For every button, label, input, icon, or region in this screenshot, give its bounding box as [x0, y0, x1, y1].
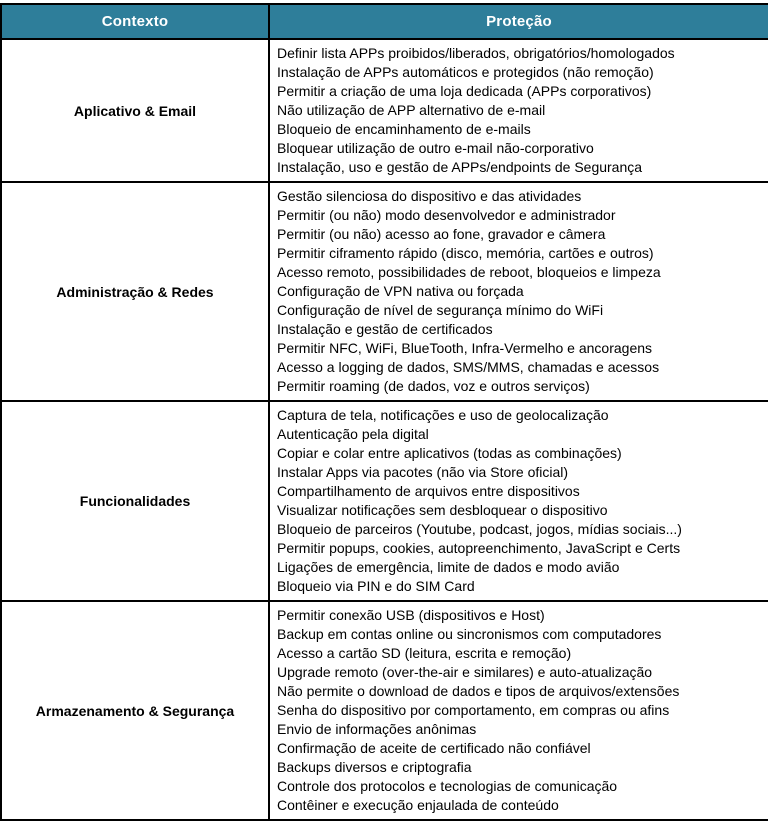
table-row: [1, 182, 768, 401]
protection-item: Permitir NFC, WiFi, BlueTooth, Infra-Vermelho e ancoragens: [277, 340, 653, 356]
protection-item: Copiar e colar entre aplicativos (todas as combinações): [277, 445, 622, 461]
protection-item: Instalação e gestão de certificados: [277, 321, 493, 337]
column-header-contexto: Contexto: [1, 4, 269, 39]
protection-item: Confirmação de aceite de certificado não confiável: [277, 740, 591, 756]
protection-item: Não utilização de APP alternativo de e-mail: [277, 102, 546, 118]
protection-item: Não permite o download de dados e tipos de arquivos/extensões: [277, 683, 680, 699]
protection-item: Bloquear utilização de outro e-mail não-corporativo: [277, 140, 594, 156]
protection-cell: [269, 182, 768, 401]
protection-item: Permitir popups, cookies, autopreenchimento, JavaScript e Certs: [277, 540, 681, 556]
table-row: [1, 601, 768, 820]
protection-item: Configuração de VPN nativa ou forçada: [277, 283, 524, 299]
protection-item: Permitir (ou não) acesso ao fone, gravador e câmera: [277, 226, 606, 242]
protection-item: Autenticação pela digital: [277, 426, 429, 442]
protection-item: Permitir a criação de uma loja dedicada (APPs corporativos): [277, 83, 652, 99]
protection-table: [0, 3, 768, 821]
protection-item: Permitir (ou não) modo desenvolvedor e administrador: [277, 207, 616, 223]
protection-item: Contêiner e execução enjaulada de conteúdo: [277, 797, 559, 813]
context-cell: Funcionalidades: [1, 401, 269, 601]
protection-item: Gestão silenciosa do dispositivo e das atividades: [277, 188, 582, 204]
protection-cell: [269, 601, 768, 820]
protection-item: Backup em contas online ou sincronismos com computadores: [277, 626, 662, 642]
protection-item: Permitir conexão USB (dispositivos e Host): [277, 607, 545, 623]
protection-item: Senha do dispositivo por comportamento, em compras ou afins: [277, 702, 670, 718]
protection-item: Bloqueio via PIN e do SIM Card: [277, 578, 475, 594]
protection-cell: [269, 401, 768, 601]
context-cell: Administração & Redes: [1, 182, 269, 401]
header-row: [1, 4, 768, 39]
protection-item: Bloqueio de parceiros (Youtube, podcast, jogos, mídias sociais...): [277, 521, 682, 537]
table-header-row: [1, 4, 768, 39]
protection-item: Acesso a cartão SD (leitura, escrita e remoção): [277, 645, 572, 661]
protection-item: Envio de informações anônimas: [277, 721, 477, 737]
protection-item: Permitir roaming (de dados, voz e outros serviços): [277, 378, 590, 394]
protection-item: Permitir ciframento rápido (disco, memória, cartões e outros): [277, 245, 654, 261]
protection-item: Upgrade remoto (over-the-air e similares) e auto-atualização: [277, 664, 653, 680]
protection-item: Compartilhamento de arquivos entre dispositivos: [277, 483, 580, 499]
protection-item: Controle dos protocolos e tecnologias de comunicação: [277, 778, 618, 794]
table-row: [1, 39, 768, 182]
column-header-protecao: Proteção: [269, 4, 768, 39]
table-body: [1, 39, 768, 820]
protection-item: Bloqueio de encaminhamento de e-mails: [277, 121, 531, 137]
protection-item: Acesso remoto, possibilidades de reboot, bloqueios e limpeza: [277, 264, 661, 280]
protection-cell: [269, 39, 768, 182]
protection-item: Backups diversos e criptografia: [277, 759, 472, 775]
protection-item: Instalação de APPs automáticos e protegidos (não remoção): [277, 64, 654, 80]
protection-item: Visualizar notificações sem desbloquear o dispositivo: [277, 502, 608, 518]
table-row: [1, 401, 768, 601]
protection-item: Captura de tela, notificações e uso de geolocalização: [277, 407, 609, 423]
protection-item: Instalar Apps via pacotes (não via Store oficial): [277, 464, 569, 480]
protection-item: Instalação, uso e gestão de APPs/endpoints de Segurança: [277, 159, 643, 175]
protection-item: Configuração de nível de segurança mínimo do WiFi: [277, 302, 604, 318]
context-cell: Armazenamento & Segurança: [1, 601, 269, 820]
protection-item: Ligações de emergência, limite de dados e modo avião: [277, 559, 620, 575]
protection-item: Acesso a logging de dados, SMS/MMS, chamadas e acessos: [277, 359, 660, 375]
protection-item: Definir lista APPs proibidos/liberados, obrigatórios/homologados: [277, 45, 675, 61]
context-cell: Aplicativo & Email: [1, 39, 269, 182]
